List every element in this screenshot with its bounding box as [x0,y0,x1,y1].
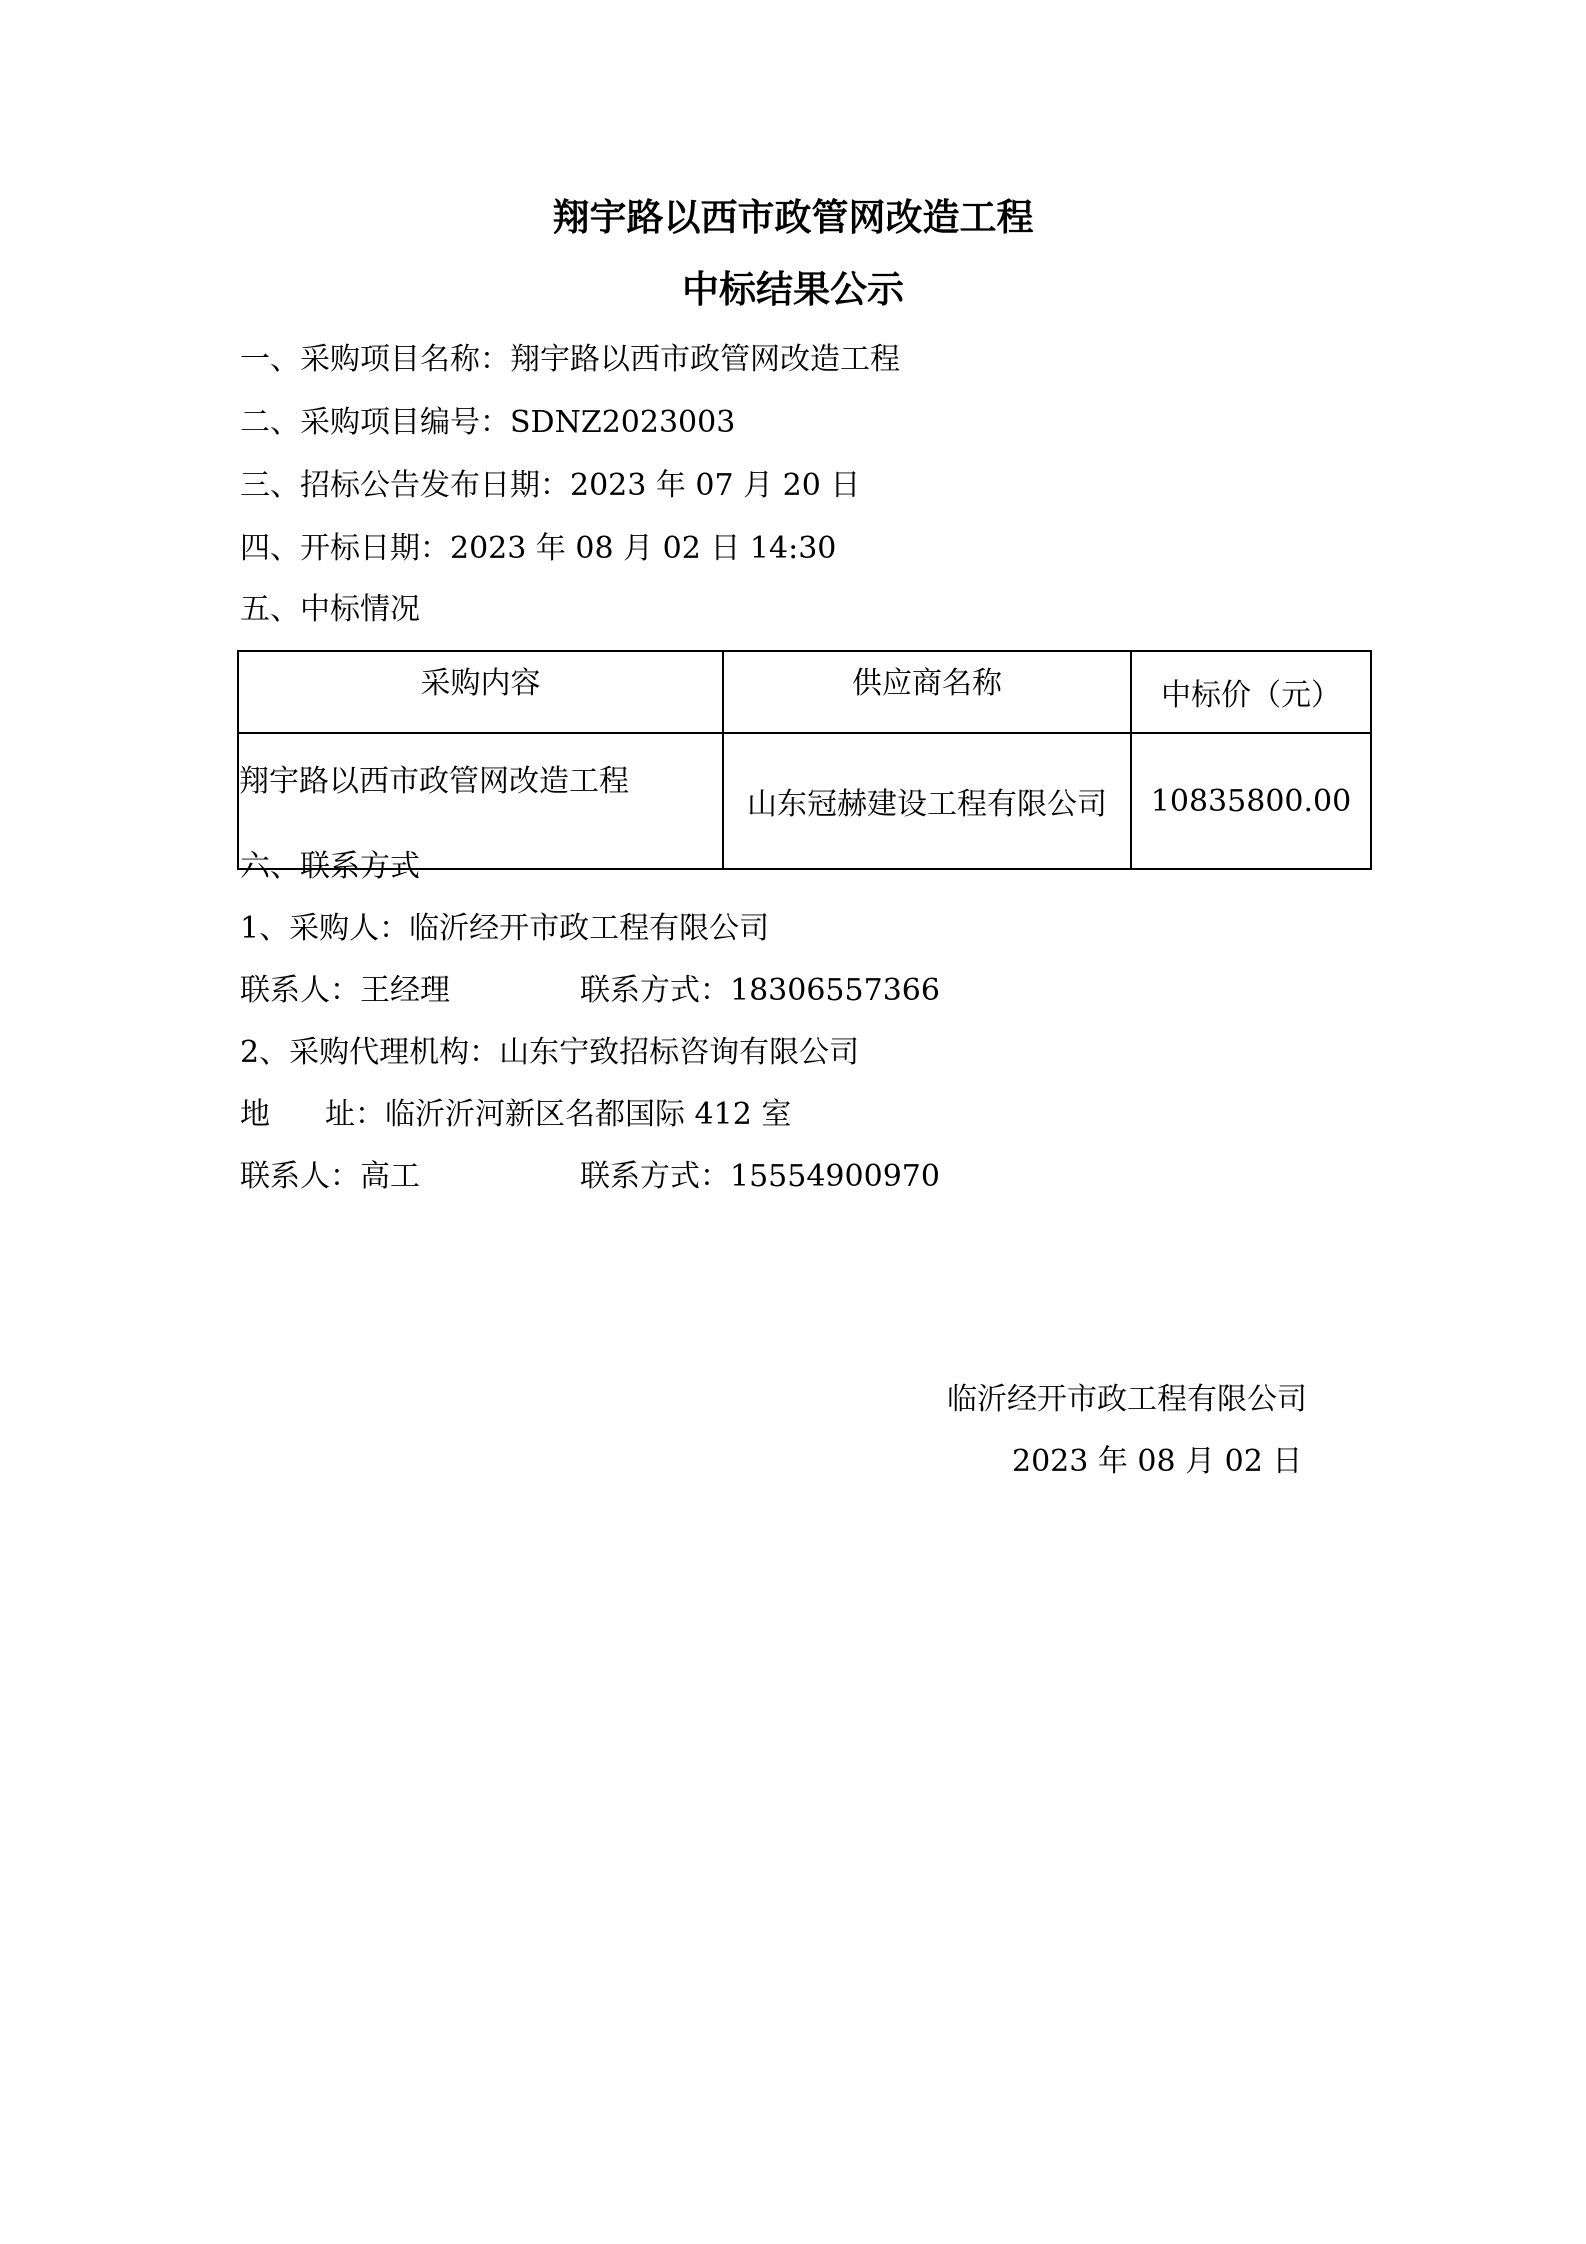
award-heading: 五、中标情况 [240,592,420,627]
purchaser-contact-person: 联系人：王经理 [240,973,450,1008]
agency-contact-person: 联系人：高工 [240,1159,420,1194]
table-header-row [238,651,1371,733]
doc-subtitle: 中标结果公示 [682,268,904,311]
announce-date: 三、招标公告发布日期：2023 年 07 月 20 日 [240,468,861,503]
agency-contact-phone: 联系方式：15554900970 [580,1159,940,1194]
address-label: 地 [240,1097,270,1132]
purchaser: 1、采购人：临沂经开市政工程有限公司 [240,911,770,946]
table-header-supplier: 供应商名称 [723,651,1131,733]
doc-title: 翔宇路以西市政管网改造工程 [552,196,1034,239]
open-date: 四、开标日期：2023 年 08 月 02 日 14:30 [240,531,837,566]
agency: 2、采购代理机构：山东宁致招标咨询有限公司 [240,1035,860,1070]
purchaser-contact-phone: 联系方式：18306557366 [580,973,940,1008]
table-header-price: 中标价（元） [1131,651,1371,733]
table-cell-supplier: 山东冠赫建设工程有限公司 [723,733,1131,869]
table-cell-content: 翔宇路以西市政管网改造工程 [238,733,723,869]
address: 址：临沂沂河新区名都国际 412 室 [325,1097,792,1132]
signature-date: 2023 年 08 月 02 日 [1012,1444,1303,1479]
table-cell-price: 10835800.00 [1131,733,1371,869]
project-number: 二、采购项目编号：SDNZ2023003 [240,405,736,440]
contact-heading: 六、联系方式 [240,849,420,884]
award-table [237,650,1372,870]
table-header-content: 采购内容 [238,651,723,733]
signature-company: 临沂经开市政工程有限公司 [947,1382,1307,1417]
project-name: 一、采购项目名称：翔宇路以西市政管网改造工程 [240,342,900,377]
